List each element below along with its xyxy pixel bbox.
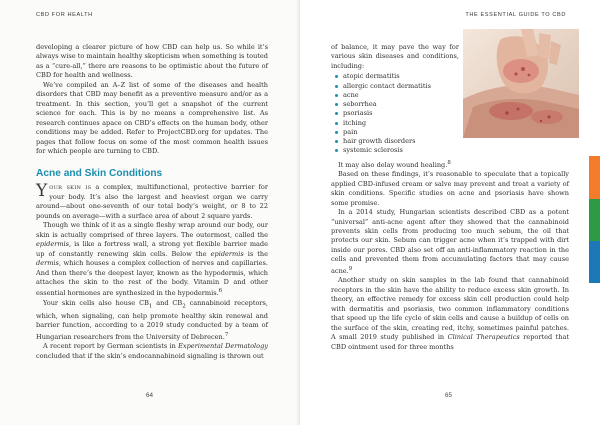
right-body-text [331,43,569,352]
left-intro-paragraph-1: developing a clearer picture of how CBD can help us. So while it’s always wise to maintain healthy skepticism when something is touted as a “cure-all,” there are reasons to be optimistic about the future of CBD for health and wellness. [36,43,268,80]
left-running-head: CBD FOR HEALTH [36,12,93,18]
list-item: atopic dermatitis [335,72,463,81]
right-page-number: 65 [445,392,453,399]
bullet-icon [335,94,338,97]
drop-cap: Y [36,181,48,202]
list-item: allergic contact dermatitis [335,82,463,91]
paragraph-another-study: Another study on skin samples in the lab found that cannabinoid receptors in the skin have the ability to reduce excess skin growth. In theory, an effective remedy for excess skin cell production could help with dermatitis and psoriasis, two common inflammatory conditions that speed up the life cycle of skin cells and cause a buildup of cells on the surface of the skin, creating red, itchy, sometimes painful patches. A small 2019 study published in Clinical Therapeutics reported that CBD ointment used for three months [331,276,569,351]
conditions-list [331,72,463,155]
bullet-icon [335,149,338,152]
footnote-6: 6 [218,288,223,295]
edge-tab-orange [589,156,600,199]
small-caps-lead: our skin is [49,183,92,192]
section-paragraph-4: A recent report by German scientists in Experimental Dermatology concluded that if the skin’s endocannabinoid signaling is thrown out [36,342,268,360]
right-running-head: THE ESSENTIAL GUIDE TO CBD [465,12,566,18]
list-item: pain [335,128,463,137]
bullet-icon [335,103,338,106]
bullet-icon [335,122,338,125]
left-body-text [36,43,268,361]
list-item: systemic sclerosis [335,146,463,155]
list-item: itching [335,119,463,128]
list-item: acne [335,91,463,100]
edge-tab-blue [589,241,600,283]
paragraph-2014-study: In a 2014 study, Hungarian scientists described CBD as a potent “universal” anti-acne agent after they showed that the cannabinoid prevents skin cells from producing too much sebum, the oil that protects our skin. Sebum can trigger acne when it’s trapped with dirt inside our pores. CBD also set off an anti-inflammatory reaction in the cells and prevented them from accumulating factors that may cause acne.$^9$ [331,208,569,275]
bullet-icon [335,85,338,88]
list-item: psoriasis [335,109,463,118]
section-paragraph-2: Though we think of it as a single fleshy wrap around our body, our skin is actually comprised of three layers. The outermost, called the epidermis, is like a fortress wall, a strong yet flexible barrier made up of constantly renewing skin cells. Below the epidermis is the dermis, which houses a complex collection of nerves and capillaries. And then there’s the deepest layer, known as the hypodermis, which attaches the skin to the rest of the body. Vitamin D and other essential hormones are synthesized in the hypodermis.$^6$ [36,221,268,298]
paragraph-based-on-findings: Based on these findings, it’s reasonable to speculate that a topically applied CBD-infused cream or salve may prevent and treat a variety of skin conditions. Specific studies on acne and psoriasis have shown some promise. [331,170,569,207]
bullet-icon [335,140,338,143]
section-paragraph-3: Your skin cells also house $CB_1$ and $CB_2$ cannabinoid receptors, which, when signaling, can help promote healthy skin renewal and barrier function, according to a 2019 study conducted by a team of Hungarian researchers from the University of Debrecen.$^7$ [36,299,268,341]
section-paragraph-1: Your skin is a complex, multifunctional, protective barrier for your body. It’s also the largest and heaviest organ we carry around—about one-seventh of our total body’s weight, or 8 to 22 pounds on average—with a surface area of about 2 square yards. [36,181,269,220]
left-intro-paragraph-2: We’ve compiled an A–Z list of some of the diseases and health disorders that CBD may benefit as a preventive measure and/or as a treatment. In this section, you’ll get a snapshot of the current science for each. This is by no means a comprehensive list. As research continues apace on CBD’s effects on the human body, other conditions may be added. Refer to ProjectCBD.org for updates. The pages that follow focus on some of the most common health issues for which people are turning to CBD. [36,80,268,155]
footnote-8: 8 [447,159,451,166]
list-item: seborrhea [335,100,463,109]
edge-tab-green [589,199,600,241]
bullet-icon [335,131,338,134]
bullet-icon [335,75,338,78]
footnote-9: 9 [348,265,353,272]
list-item: hair growth disorders [335,137,463,146]
right-page [300,0,600,425]
section-heading-acne: Acne and Skin Conditions [36,168,163,180]
list-intro: of balance, it may pave the way for various skin diseases and conditions, including: [331,43,459,70]
footnote-7: 7 [224,331,229,338]
bullet-icon [335,112,338,115]
paragraph-wound-healing: It may also delay wound healing.$^8$ [338,159,451,169]
left-page-number: 64 [146,392,154,399]
